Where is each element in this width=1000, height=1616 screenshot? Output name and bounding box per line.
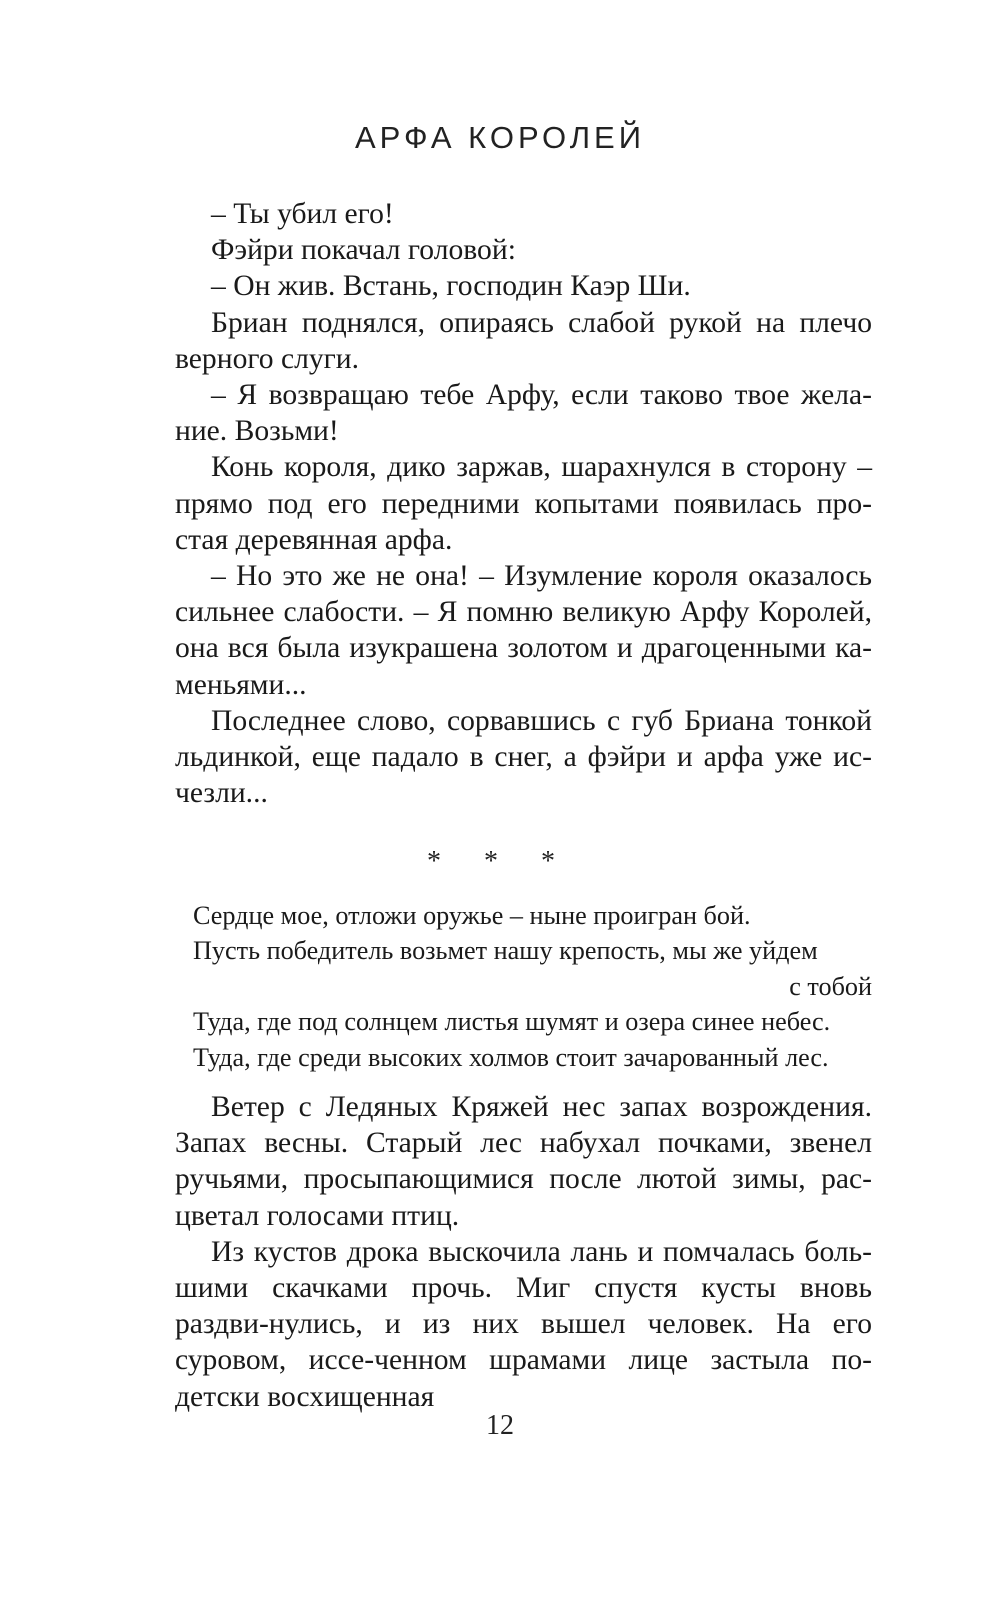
poem-line: Туда, где под солнцем листья шумят и озера синее небес.	[193, 1007, 831, 1037]
paragraph: – Но это же не она! – Изумление короля оказалось сильнее слабости. – Я помню великую Арфу Королей, она вся была изукрашена золотом и драгоценными ка-меньями...	[175, 560, 872, 701]
running-head: АРФА КОРОЛЕЙ	[354, 120, 646, 155]
text-block-top	[175, 196, 872, 811]
paragraph: – Я возвращаю тебе Арфу, если таково твое жела-ние. Возьми!	[175, 379, 872, 448]
poem-line: Туда, где среди высоких холмов стоит зачарованный лес.	[193, 1042, 829, 1072]
paragraph: Бриан поднялся, опираясь слабой рукой на плечо верного слуги.	[175, 306, 872, 375]
paragraph: – Он жив. Встань, господин Каэр Ши.	[211, 270, 691, 303]
page-number: 12	[486, 1410, 514, 1441]
poem-line-continuation: с тобой	[789, 971, 872, 1001]
paragraph: Из кустов дрока выскочила лань и помчалась боль-шими скачками прочь. Миг спустя кусты вновь раздви-нулись, и из них вышел человек. На его суровом, иссе-ченном шрамами лице застыла по-детски восхищенная	[175, 1235, 872, 1413]
paragraph: Фэйри покачал головой:	[211, 234, 516, 267]
poem-epigraph	[193, 898, 872, 1075]
text-block-bottom	[175, 1089, 872, 1415]
paragraph: Конь короля, дико заржав, шарахнулся в сторону – прямо под его передними копытами появилась про-стая деревянная арфа.	[175, 451, 872, 556]
paragraph: – Ты убил его!	[211, 198, 394, 230]
paragraph: Последнее слово, сорвавшись с губ Бриана тонкой льдинкой, еще падало в снег, а фэйри и арфа уже ис-чезли...	[175, 704, 872, 810]
poem-line: Сердце мое, отложи оружье – ныне проигран бой.	[193, 901, 751, 930]
section-break: * * *	[427, 846, 573, 877]
poem-line: Пусть победитель возьмет нашу крепость, мы же уйдем	[193, 936, 818, 966]
paragraph: Ветер с Ледяных Кряжей нес запах возрождения. Запах весны. Старый лес набухал почками, звенел ручьями, просыпающимися после лютой зимы, рас-цветал голосами птиц.	[175, 1091, 872, 1232]
